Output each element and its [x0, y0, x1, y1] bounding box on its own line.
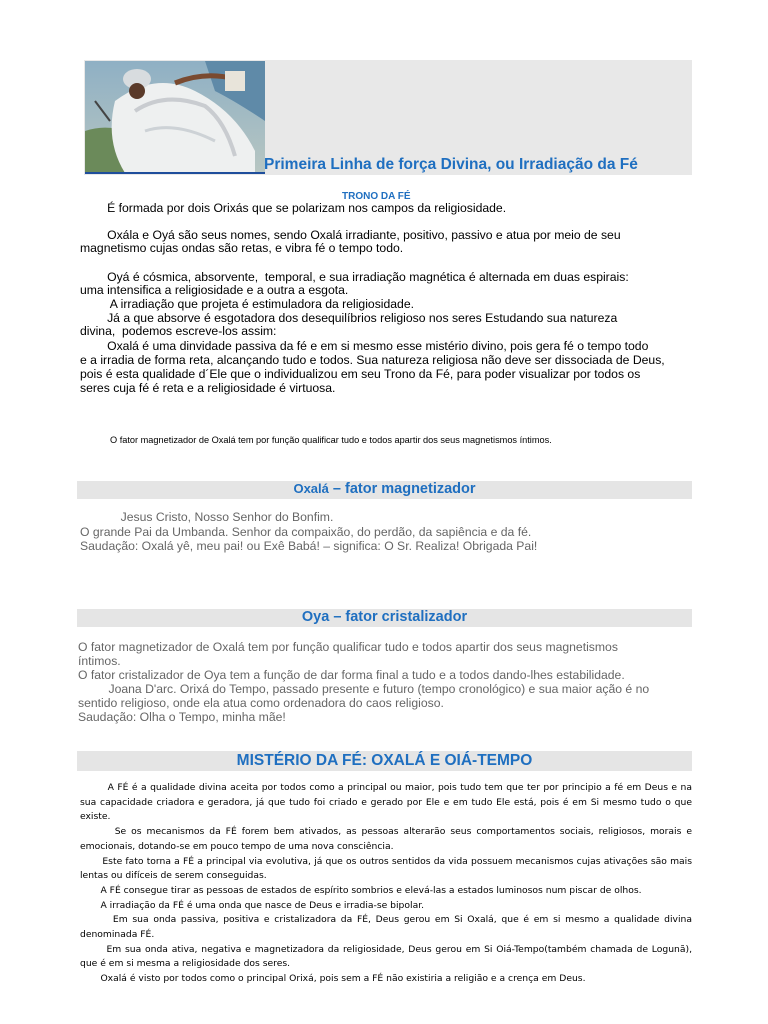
misterio-paragraph: Oxalá é visto por todos como o principal Orixá, pois sem a FÉ não existiria a religião e a crença em Deus. — [80, 973, 586, 985]
misterio-paragraph: A FÉ é a qualidade divina aceita por todos como a principal ou maior, pois tudo tem que ter por principio a fé em Deus e na sua capacidade criadora e geradora, já que tudo foi criado e gerado por Ele e em tudo Ele está, pois é em Si mesmo tudo o que existe. — [80, 782, 695, 823]
intro-line: A irradiação que projeta é estimuladora da religiosidade. — [80, 297, 415, 311]
oxala-title-prefix: Oxalá — [293, 481, 329, 496]
page-title: Primeira Linha de força Divina, ou Irradiação da Fé — [264, 156, 638, 173]
oya-line: sentido religioso, onde ela atua como ordenadora do caos religioso. — [78, 696, 444, 710]
misterio-paragraph: Em sua onda passiva, positiva e cristalizadora da FÉ, Deus gerou em Si Oxalá, que é em si mesmo a qualidade divina denominada FÉ. — [80, 914, 695, 941]
intro-line: Já a que absorve é esgotadora dos desequilíbrios religioso nos seres Estudando sua natureza — [80, 311, 618, 325]
oya-section-title: Oya – fator cristalizador — [301, 609, 468, 625]
intro-line: divina, podemos escreve-los assim: — [80, 324, 277, 338]
oxala-line: O grande Pai da Umbanda. Senhor da compaixão, do perdão, da sapiência e da fé. — [80, 525, 532, 539]
intro-line: e a irradia de forma reta, alcançando tudo e todos. Sua natureza religiosa não deve ser dissociada de Deus, — [80, 353, 665, 367]
intro-line: Oyá é cósmica, absorvente, temporal, e sua irradiação magnética é alternada em duas espirais: — [80, 270, 629, 284]
oya-line: O fator magnetizador de Oxalá tem por função qualificar tudo e todos apartir dos seus magnetismos — [78, 640, 618, 654]
oya-line: O fator cristalizador de Oya tem a função de dar forma final a tudo e a todos dando-lhes estabilidade. — [78, 668, 625, 682]
oya-line: íntimos. — [78, 654, 121, 668]
oxala-title-rest: – fator magnetizador — [328, 481, 476, 497]
intro-line: É formada por dois Orixás que se polarizam nos campos da religiosidade. — [80, 201, 507, 215]
oya-line: Saudação: Olha o Tempo, minha mãe! — [78, 710, 286, 724]
oxala-painting-image — [85, 61, 265, 173]
misterio-title: MISTÉRIO DA FÉ: OXALÁ E OIÁ-TEMPO — [236, 752, 533, 769]
misterio-paragraph: Este fato torna a FÉ a principal via evolutiva, já que os outros sentidos da vida possuem mecanismos cujas ativações são mais lentas ou difíceis de serem conseguidas. — [80, 855, 695, 882]
intro-line: Oxalá é uma dinvidade passiva da fé e em si mesmo esse mistério divino, pois gera fé o tempo todo — [80, 339, 649, 353]
intro-line: seres cuja fé é reta e a religiosidade é virtuosa. — [80, 381, 336, 395]
misterio-paragraph: A irradiação da FÉ é uma onda que nasce de Deus e irradia-se bipolar. — [80, 899, 425, 911]
image-underline — [85, 172, 265, 174]
oya-line: Joana D'arc. Orixá do Tempo, passado presente e futuro (tempo cronológico) e sua maior ação é no — [78, 682, 650, 696]
oxala-line: Jesus Cristo, Nosso Senhor do Bonfim. — [80, 510, 334, 524]
misterio-paragraph: Em sua onda ativa, negativa e magnetizadora da religiosidade, Deus gerou em Si Oiá-Tempo(também chamada de Logunã), que é em si mesma a religiosidade dos seres. — [80, 943, 695, 970]
magnetizer-note: O fator magnetizador de Oxalá tem por função qualificar tudo e todos apartir dos seus magnetismos íntimos. — [110, 435, 552, 445]
oxala-line: Saudação: Oxalá yê, meu pai! ou Exê Babá! – significa: O Sr. Realiza! Obrigada Pai! — [80, 539, 538, 553]
misterio-body — [80, 781, 695, 987]
misterio-paragraph: A FÉ consegue tirar as pessoas de estados de espírito sombrios e elevá-las a estados luminosos num piscar de olhos. — [80, 884, 642, 896]
intro-line: Oxála e Oyá são seus nomes, sendo Oxalá irradiante, positivo, passivo e atua por meio de seu — [80, 228, 621, 242]
misterio-paragraph: Se os mecanismos da FÉ forem bem ativados, as pessoas alterarão seus comportamentos sociais, religiosos, morais e emocionais, dotando-se em pouco tempo de uma nova consciência. — [80, 826, 695, 852]
section-subtitle: TRONO DA FÉ — [342, 191, 411, 202]
oxala-section-title — [77, 481, 692, 497]
intro-line: uma intensifica a religiosidade e a outra a esgota. — [80, 283, 349, 297]
intro-line: pois é esta qualidade d´Ele que o individualizou em seu Trono da Fé, para poder visualizar por todos os — [80, 367, 641, 381]
intro-line: magnetismo cujas ondas são retas, e vibra fé o tempo todo. — [80, 241, 404, 255]
